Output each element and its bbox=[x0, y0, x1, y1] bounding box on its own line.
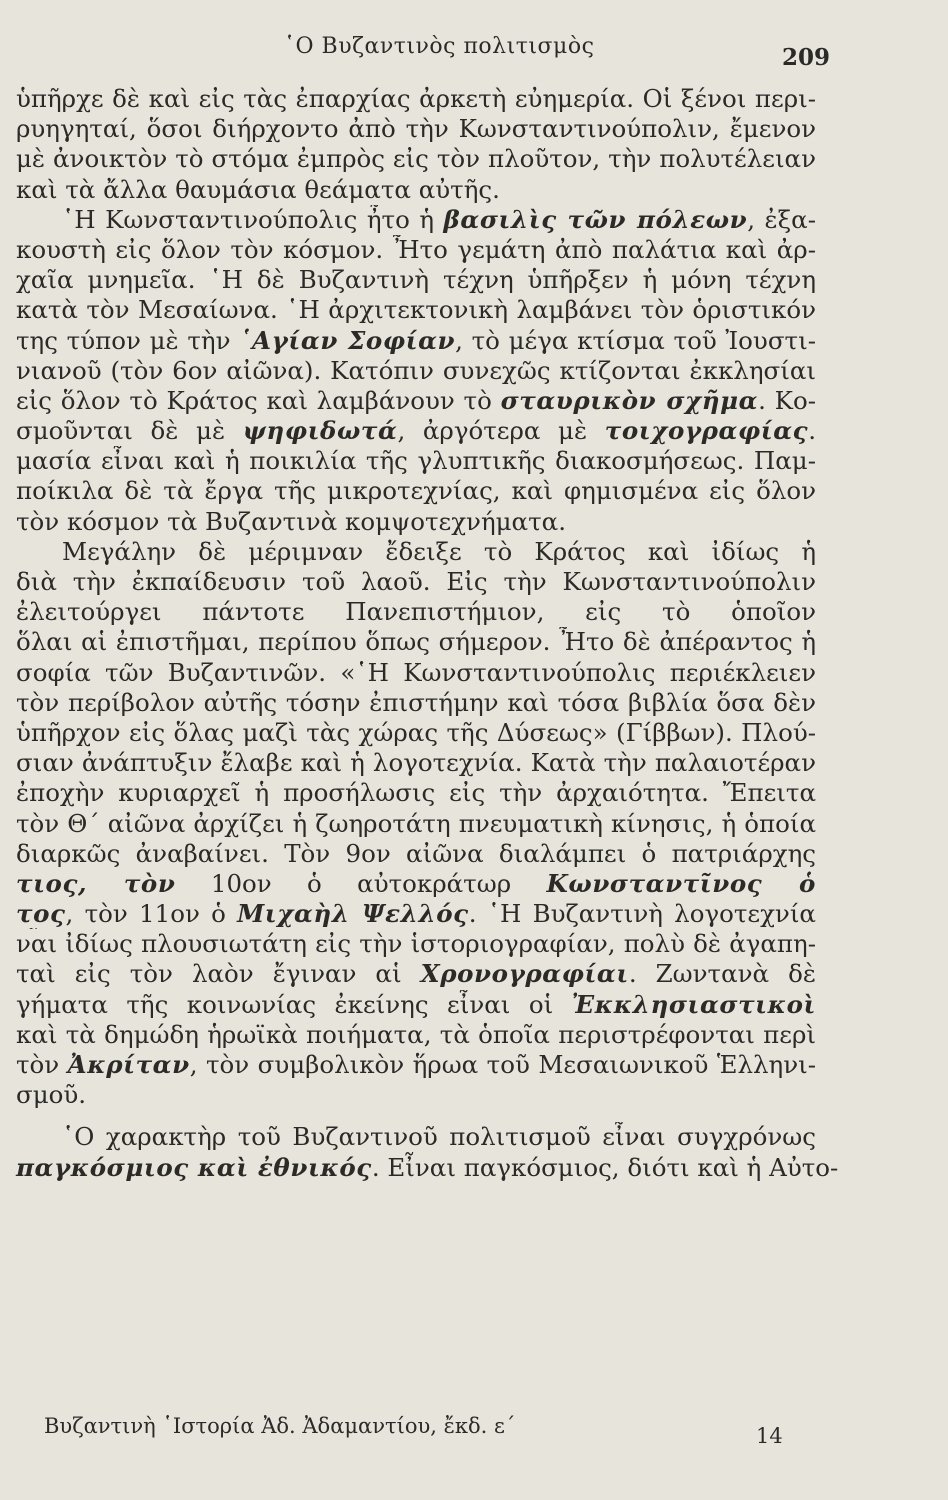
emphasis-text: βασιλὶς τῶν πόλεων bbox=[443, 204, 748, 234]
line-text: σοφία τῶν Βυζαντινῶν. «῾Η Κωνσταντινούπολις περιέκλειεν bbox=[16, 657, 816, 687]
emphasis-text: Μιχαὴλ Ψελλός bbox=[237, 899, 469, 929]
emphasis-text: ῾Αγίαν Σοφίαν bbox=[239, 325, 456, 355]
line-text: διαρκῶς ἀναβαίνει. Τὸν 9ον αἰῶνα διαλάμπει ὁ πατριάρχης bbox=[16, 838, 816, 868]
text-line bbox=[16, 416, 816, 446]
line-text: . bbox=[808, 416, 816, 446]
running-title: ῾Ο Βυζαντινὸς πολιτισμὸς bbox=[284, 34, 595, 59]
line-text: ῾Ο χαρακτὴρ τοῦ Βυζαντινοῦ πολιτισμοῦ εἶναι συγχρόνως bbox=[62, 1122, 816, 1152]
text-line bbox=[16, 1080, 816, 1110]
text-line bbox=[16, 839, 816, 869]
line-text: τὸν περίβολον αὐτῆς τόσην ἐπιστήμην καὶ τόσα βιβλία ὅσα δὲν bbox=[16, 687, 816, 717]
line-text: σμοῦ. bbox=[16, 1080, 87, 1110]
footer-source: Βυζαντινὴ ῾Ιστορία Ἀδ. Ἀδαμαντίου, ἔκδ. ε΄ bbox=[44, 1414, 516, 1438]
line-text: κατὰ τὸν Μεσαίωνα. ῾Η ἀρχιτεκτονικὴ λαμβάνει τὸν ὁριστικόν bbox=[16, 295, 816, 325]
emphasis-text: ψηφιδωτά bbox=[242, 416, 398, 446]
text-line bbox=[16, 567, 816, 597]
emphasis-text: τοιχογραφίας bbox=[604, 416, 809, 446]
text-line bbox=[16, 175, 816, 205]
emphasis-text: τιος, τὸν bbox=[16, 868, 176, 898]
line-text: σιαν ἀνάπτυξιν ἔλαβε καὶ ἡ λογοτεχνία. Κατὰ τὴν παλαιοτέραν bbox=[16, 748, 816, 778]
line-text: της τύπον μὲ τὴν bbox=[16, 325, 240, 355]
text-line bbox=[16, 386, 816, 416]
line-text: ῾Η Κωνσταντινούπολις ἦτο ἡ bbox=[62, 204, 444, 234]
text-line bbox=[16, 84, 816, 114]
line-text: ὑπῆρχον εἰς ὅλας μαζὶ τὰς χώρας τῆς Δύσεως» (Γίββων). Πλού- bbox=[16, 717, 816, 747]
line-text: νιανοῦ (τὸν 6ον αἰῶνα). Κατόπιν συνεχῶς κτίζονται ἐκκλησίαι bbox=[16, 355, 816, 385]
text-line bbox=[16, 718, 816, 748]
text-line bbox=[16, 295, 816, 325]
line-text: ρυηγηταί, ὅσοι διήρχοντο ἀπὸ τὴν Κωνσταντινούπολιν, ἔμενον bbox=[16, 114, 816, 144]
text-line bbox=[16, 205, 816, 235]
page-footer bbox=[16, 1414, 816, 1448]
text-line bbox=[16, 235, 816, 265]
line-text: ὑπῆρχε δὲ καὶ εἰς τὰς ἐπαρχίας ἀρκετὴ εὐημερία. Οἱ ξένοι περι- bbox=[16, 84, 816, 113]
emphasis-text: τος bbox=[16, 899, 66, 929]
line-text: ὅλαι αἱ ἐπιστῆμαι, περίπου ὅπως σήμερον. Ἦτο δὲ ἀπέραντος ἡ bbox=[16, 627, 816, 657]
line-text: Μεγάλην δὲ μέριμναν ἔδειξε τὸ Κράτος καὶ ἰδίως ἡ bbox=[62, 536, 816, 566]
running-head bbox=[0, 34, 948, 74]
text-line bbox=[16, 356, 816, 386]
line-text: ναι ἰδίως πλουσιωτάτη εἰς τὴν ἱστοριογραφίαν, πολὺ δὲ ἀγαπη- bbox=[16, 929, 816, 959]
line-text: μὲ ἀνοικτὸν τὸ στόμα ἐμπρὸς εἰς τὸν πλοῦτον, τὴν πολυτέλειαν bbox=[16, 144, 816, 174]
body-text bbox=[16, 84, 839, 1183]
text-line bbox=[16, 326, 816, 356]
line-text: διὰ τὴν ἐκπαίδευσιν τοῦ λαοῦ. Εἰς τὴν Κωνσταντινούπολιν bbox=[16, 567, 816, 596]
line-text: , τὸ μέγα κτίσμα τοῦ Ἰουστι- bbox=[455, 325, 816, 355]
emphasis-text: Ἐκκλησιαστικοὶ bbox=[571, 989, 816, 1019]
text-line bbox=[16, 476, 816, 506]
text-line bbox=[16, 597, 816, 627]
line-text: χαῖα μνημεῖα. ῾Η δὲ Βυζαντινὴ τέχνη ὑπῆρξεν ἡ μόνη τέχνη bbox=[16, 265, 816, 295]
text-line bbox=[16, 114, 816, 144]
line-text: κουστὴ εἰς ὅλον τὸν κόσμον. Ἦτο γεμάτη ἀπὸ παλάτια καὶ ἀρ- bbox=[16, 234, 816, 264]
line-text: ποίκιλα δὲ τὰ ἔργα τῆς μικροτεχνίας, καὶ φημισμένα εἰς ὅλον bbox=[16, 476, 816, 506]
text-line bbox=[16, 959, 816, 989]
text-line bbox=[16, 778, 816, 808]
paragraph-gap bbox=[16, 1110, 816, 1122]
text-line bbox=[16, 990, 816, 1020]
paragraph bbox=[16, 84, 816, 205]
text-line bbox=[16, 627, 816, 657]
emphasis-text: Χρονογραφίαι bbox=[420, 959, 629, 989]
text-line bbox=[16, 1152, 839, 1183]
emphasis-text: Ἀκρίταν bbox=[67, 1050, 190, 1079]
text-line bbox=[16, 1050, 816, 1080]
text-line bbox=[16, 265, 816, 295]
line-text: 10ον ὁ αὐτοκράτωρ bbox=[175, 868, 547, 898]
text-line bbox=[16, 1122, 816, 1152]
text-line bbox=[16, 809, 816, 839]
text-line bbox=[16, 899, 816, 929]
line-text: ταὶ εἰς τὸν λαὸν ἔγιναν αἱ bbox=[16, 959, 421, 989]
line-text: . Εἶναι παγκόσμιος, διότι καὶ ἡ Αὐτο- bbox=[371, 1152, 839, 1182]
line-text: . Ζωντανὰ δὲ bbox=[628, 959, 816, 989]
text-line bbox=[16, 929, 816, 959]
line-text: γήματα τῆς κοινωνίας ἐκείνης εἶναι οἱ bbox=[16, 989, 572, 1019]
line-text: καὶ τὰ δημώδη ἡρωϊκὰ ποιήματα, τὰ ὁποῖα περιστρέφονται περὶ bbox=[16, 1019, 816, 1049]
text-line bbox=[16, 748, 816, 778]
paragraph bbox=[16, 205, 816, 537]
line-text: , ἐξα- bbox=[747, 204, 816, 234]
paragraph bbox=[16, 1122, 839, 1182]
paragraph bbox=[16, 537, 816, 1111]
text-line bbox=[16, 507, 816, 537]
signature-mark: 14 bbox=[756, 1424, 783, 1448]
line-text: τὸν Θ΄ αἰῶνα ἀρχίζει ἡ ζωηροτάτη πνευματικὴ κίνησις, ἡ ὁποία bbox=[16, 808, 816, 838]
text-line bbox=[16, 537, 816, 567]
line-text: . ῾Η Βυζαντινὴ λογοτεχνία bbox=[468, 899, 816, 929]
line-text: , ἀργότερα μὲ bbox=[397, 416, 605, 446]
text-line bbox=[16, 688, 816, 718]
line-text: , τὸν συμβολικὸν ἥρωα τοῦ Μεσαιωνικοῦ Ἑλληνι- bbox=[189, 1050, 816, 1079]
text-line bbox=[16, 658, 816, 688]
line-text: . Κο- bbox=[758, 385, 816, 415]
line-text: τὸν κόσμον τὰ Βυζαντινὰ κομψοτεχνήματα. bbox=[16, 506, 566, 536]
line-text: τὸν bbox=[16, 1050, 68, 1079]
line-text: σμοῦνται δὲ μὲ bbox=[16, 416, 243, 446]
line-text: ἐποχὴν κυριαρχεῖ ἡ προσήλωσις εἰς τὴν ἀρχαιότητα. Ἔπειτα bbox=[16, 778, 816, 808]
line-text: καὶ τὰ ἄλλα θαυμάσια θεάματα αὐτῆς. bbox=[16, 174, 500, 204]
text-line bbox=[16, 144, 816, 174]
text-line bbox=[16, 1020, 816, 1050]
text-line bbox=[16, 869, 816, 899]
text-line bbox=[16, 446, 816, 476]
line-text: μασία εἶναι καὶ ἡ ποικιλία τῆς γλυπτικῆς διακοσμήσεως. Παμ- bbox=[16, 446, 816, 476]
line-text: ἐλειτούργει πάντοτε Πανεπιστήμιον, εἰς τὸ ὁποῖον bbox=[16, 597, 816, 627]
emphasis-text: σταυρικὸν σχῆμα bbox=[500, 385, 759, 415]
emphasis-text: παγκόσμιος καὶ ἐθνικός bbox=[16, 1152, 372, 1182]
line-text: , τὸν 11ον ὁ bbox=[65, 899, 238, 929]
line-text: εἰς ὅλον τὸ Κράτος καὶ λαμβάνουν τὸ bbox=[16, 385, 501, 415]
page-number: 209 bbox=[782, 44, 831, 71]
emphasis-text: Κωνσταντῖνος ὁ bbox=[546, 868, 816, 898]
